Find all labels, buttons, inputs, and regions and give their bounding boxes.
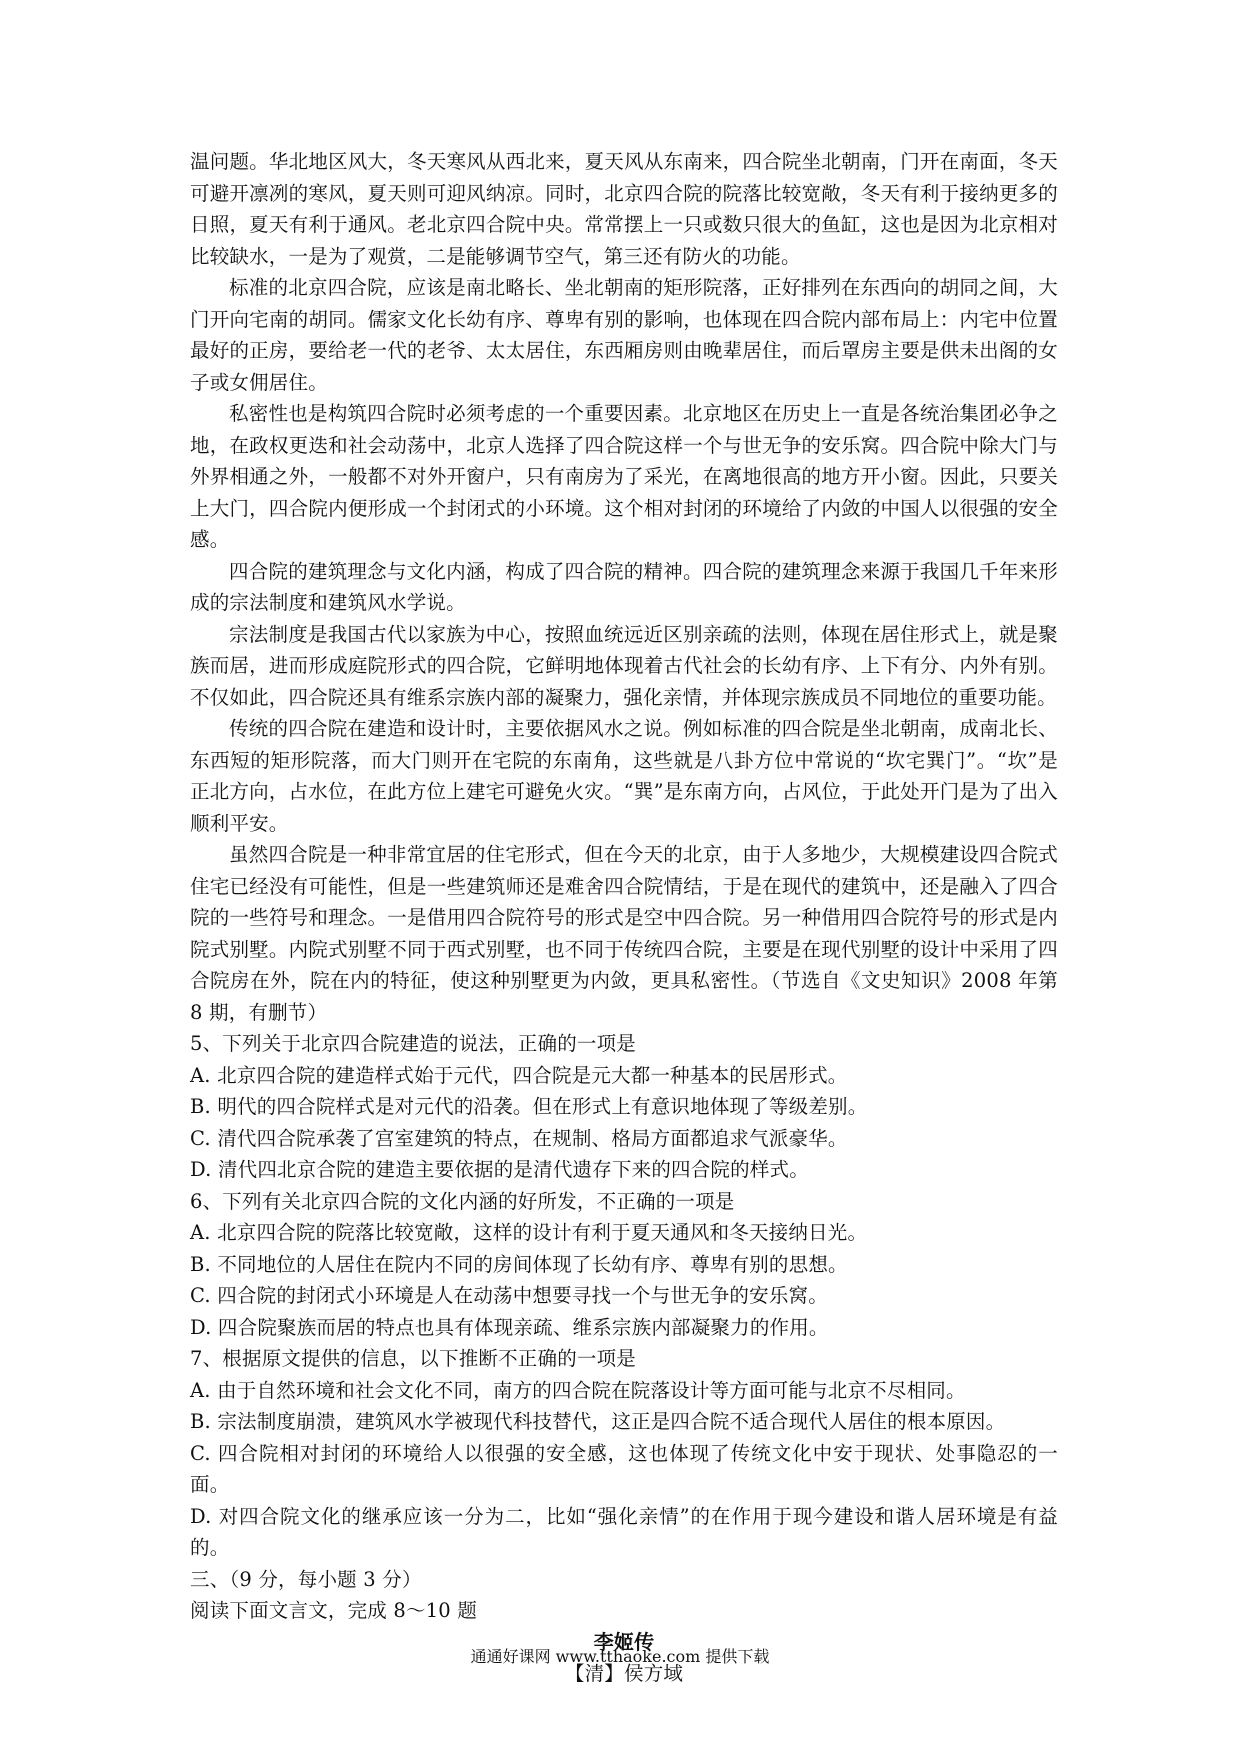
question-7-option-b: B. 宗法制度崩溃，建筑风水学被现代科技替代，这正是四合院不适合现代人居住的根本原因。: [190, 1410, 1006, 1433]
paragraph-5: 宗法制度是我国古代以家族为中心，按照血统远近区别亲疏的法则，体现在居住形式上，就是聚族而居，进而形成庭院形式的四合院，它鲜明地体现着古代社会的长幼有序、上下有分、内外有别。不仅如此，四合院还具有维系宗族内部的凝聚力，强化亲情，并体现宗族成员不同地位的重要功能。: [190, 622, 1058, 709]
paragraph-6: 传统的四合院在建造和设计时，主要依据风水之说。例如标准的四合院是坐北朝南，成南北长、东西短的矩形院落，而大门则开在宅院的东南角，这些就是八卦方位中常说的“坎宅巽门”。“坎”是正北方向，占水位，在此方位上建宅可避免火灾。“巽”是东南方向，占风位，于此处开门是为了出入顺利平安。: [190, 717, 1058, 835]
question-5-option-d: D. 清代四北京合院的建造主要依据的是清代遗存下来的四合院的样式。: [190, 1158, 809, 1181]
section-instruction: 阅读下面文言文，完成 8～10 题: [190, 1599, 478, 1622]
paragraph-7: 虽然四合院是一种非常宜居的住宅形式，但在今天的北京，由于人多地少，大规模建设四合院式住宅已经没有可能性，但是一些建筑师还是难舍四合院情结，于是在现代的建筑中，还是融入了四合院的一些符号和理念。一是借用四合院符号的形式是空中四合院。另一种借用四合院符号的形式是内院式别墅。内院式别墅不同于西式别墅，也不同于传统四合院，主要是在现代别墅的设计中采用了四合院房在外，院在内的特征，使这种别墅更为内敛，更具私密性。（节选自《文史知识》2008 年第 8 期，有删节）: [190, 843, 1058, 1024]
section-heading: 三、（9 分，每小题 3 分）: [190, 1567, 422, 1591]
question-6-option-c: C. 四合院的封闭式小环境是人在动荡中想要寻找一个与世无争的安乐窝。: [190, 1284, 828, 1307]
question-7-option-d: D. 对四合院文化的继承应该一分为二，比如“强化亲情”的在作用于现今建设和谐人居环境是有益的。: [190, 1504, 1058, 1559]
question-7-option-c: C. 四合院相对封闭的环境给人以很强的安全感，这也体现了传统文化中安于现状、处事隐忍的一面。: [190, 1441, 1058, 1496]
paragraph-3: 私密性也是构筑四合院时必须考虑的一个重要因素。北京地区在历史上一直是各统治集团必争之地，在政权更迭和社会动荡中，北京人选择了四合院这样一个与世无争的安乐窝。四合院中除大门与外界相通之外，一般都不对外开窗户，只有南房为了采光，在离地很高的地方开小窗。因此，只要关上大门，四合院内便形成一个封闭式的小环境。这个相对封闭的环境给了内敛的中国人以很强的安全感。: [190, 402, 1058, 551]
question-5-stem: 5、下列关于北京四合院建造的说法，正确的一项是: [190, 1032, 637, 1055]
question-5-option-b: B. 明代的四合院样式是对元代的沿袭。但在形式上有意识地体现了等级差别。: [190, 1095, 868, 1118]
paragraph-4: 四合院的建筑理念与文化内涵，构成了四合院的精神。四合院的建筑理念来源于我国几千年来形成的宗法制度和建筑风水学说。: [190, 559, 1058, 614]
document-body: [190, 146, 1058, 1690]
question-5-option-c: C. 清代四合院承袭了宫室建筑的特点，在规制、格局方面都追求气派豪华。: [190, 1126, 848, 1150]
question-5-option-a: A. 北京四合院的建造样式始于元代，四合院是元大都一种基本的民居形式。: [190, 1063, 848, 1087]
paragraph-1: 温问题。华北地区风大，冬天寒风从西北来，夏天风从东南来，四合院坐北朝南，门开在南面，冬天可避开凛冽的寒风，夏天则可迎风纳凉。同时，北京四合院的院落比较宽敞，冬天有利于接纳更多的日照，夏天有利于通风。老北京四合院中央。常常摆上一只或数只很大的鱼缸，这也是因为北京相对比较缺水，一是为了观赏，二是能够调节空气，第三还有防火的功能。: [190, 150, 1058, 268]
question-6-stem: 6、下列有关北京四合院的文化内涵的好所发，不正确的一项是: [190, 1189, 735, 1213]
passage-title: 李姬传: [593, 1629, 655, 1654]
question-7-option-a: A. 由于自然环境和社会文化不同，南方的四合院在院落设计等方面可能与北京不尽相同。: [190, 1378, 966, 1402]
question-7-stem: 7、根据原文提供的信息，以下推断不正确的一项是: [190, 1347, 637, 1370]
passage-author: 【清】侯方域: [564, 1662, 684, 1685]
question-6-option-a: A. 北京四合院的院落比较宽敞，这样的设计有利于夏天通风和冬天接纳日光。: [190, 1221, 868, 1244]
paragraph-2: 标准的北京四合院，应该是南北略长、坐北朝南的矩形院落，正好排列在东西向的胡同之间，大门开向宅南的胡同。儒家文化长幼有序、尊卑有别的影响，也体现在四合院内部布局上：内宅中位置最好的正房，要给老一代的老爷、太太居住，东西厢房则由晚辈居住，而后罩房主要是供未出阁的女子或女佣居住。: [190, 276, 1058, 394]
page-footer: 通通好课网 www.tthaoke.com 提供下载: [470, 1647, 770, 1666]
question-6-option-b: B. 不同地位的人居住在院内不同的房间体现了长幼有序、尊卑有别的思想。: [190, 1252, 848, 1276]
question-6-option-d: D. 四合院聚族而居的特点也具有体现亲疏、维系宗族内部凝聚力的作用。: [190, 1315, 829, 1339]
